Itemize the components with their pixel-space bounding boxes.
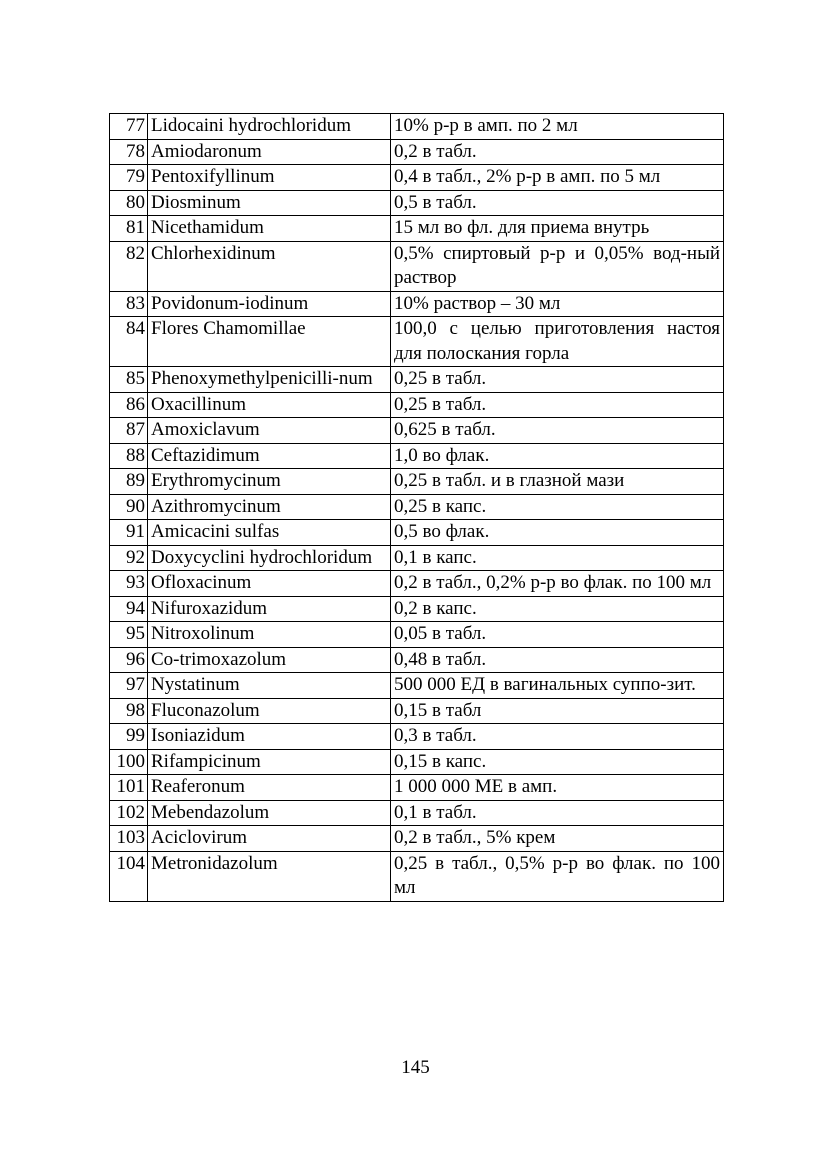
- dosage-form: 0,05 в табл.: [391, 622, 724, 648]
- table-row: [110, 139, 724, 165]
- dosage-form: 0,5 во флак.: [391, 520, 724, 546]
- dosage-form: 0,3 в табл.: [391, 724, 724, 750]
- table-row: [110, 165, 724, 191]
- page-number: 145: [401, 1057, 430, 1078]
- table-row: [110, 596, 724, 622]
- row-number: 86: [110, 392, 148, 418]
- drug-name: Amicacini sulfas: [148, 520, 391, 546]
- row-number: 82: [110, 241, 148, 291]
- dosage-form: 0,48 в табл.: [391, 647, 724, 673]
- row-number: 92: [110, 545, 148, 571]
- drug-name: Oxacillinum: [148, 392, 391, 418]
- drug-name: Doxycyclini hydrochloridum: [148, 545, 391, 571]
- drug-name: Amiodaronum: [148, 139, 391, 165]
- table-row: [110, 775, 724, 801]
- row-number: 81: [110, 216, 148, 242]
- drug-name: Flores Chamomillae: [148, 317, 391, 367]
- table-row: [110, 216, 724, 242]
- drug-name: Metronidazolum: [148, 851, 391, 901]
- table-row: [110, 851, 724, 901]
- row-number: 87: [110, 418, 148, 444]
- drug-name: Ofloxacinum: [148, 571, 391, 597]
- table-row: [110, 545, 724, 571]
- drug-name: Pentoxifyllinum: [148, 165, 391, 191]
- dosage-form: 0,1 в табл.: [391, 800, 724, 826]
- drug-name: Chlorhexidinum: [148, 241, 391, 291]
- row-number: 101: [110, 775, 148, 801]
- dosage-form: 500 000 ЕД в вагинальных суппо-зит.: [391, 673, 724, 699]
- dosage-form: 0,5 в табл.: [391, 190, 724, 216]
- drug-table: [109, 113, 724, 902]
- drug-name: Mebendazolum: [148, 800, 391, 826]
- dosage-form: 100,0 с целью приготовления настоя для полоскания горла: [391, 317, 724, 367]
- dosage-form: 0,2 в табл., 0,2% р-р во флак. по 100 мл: [391, 571, 724, 597]
- row-number: 94: [110, 596, 148, 622]
- drug-name: Lidocaini hydrochloridum: [148, 114, 391, 140]
- table-row: [110, 317, 724, 367]
- table-row: [110, 647, 724, 673]
- dosage-form: 0,2 в табл., 5% крем: [391, 826, 724, 852]
- row-number: 99: [110, 724, 148, 750]
- dosage-form: 10% р-р в амп. по 2 мл: [391, 114, 724, 140]
- dosage-form: 0,25 в табл.: [391, 367, 724, 393]
- dosage-form: 0,15 в табл: [391, 698, 724, 724]
- row-number: 88: [110, 443, 148, 469]
- drug-name: Amoxiclavum: [148, 418, 391, 444]
- table-row: [110, 443, 724, 469]
- row-number: 103: [110, 826, 148, 852]
- drug-name: Nicethamidum: [148, 216, 391, 242]
- drug-name: Aciclovirum: [148, 826, 391, 852]
- drug-table-body: [110, 114, 724, 902]
- drug-name: Fluconazolum: [148, 698, 391, 724]
- table-row: [110, 520, 724, 546]
- row-number: 102: [110, 800, 148, 826]
- dosage-form: 1 000 000 МЕ в амп.: [391, 775, 724, 801]
- row-number: 93: [110, 571, 148, 597]
- drug-name: Nystatinum: [148, 673, 391, 699]
- table-row: [110, 241, 724, 291]
- table-row: [110, 291, 724, 317]
- table-row: [110, 114, 724, 140]
- drug-name: Erythromycinum: [148, 469, 391, 495]
- row-number: 79: [110, 165, 148, 191]
- row-number: 85: [110, 367, 148, 393]
- table-row: [110, 469, 724, 495]
- dosage-form: 0,25 в табл., 0,5% р-р во флак. по 100 мл: [391, 851, 724, 901]
- dosage-form: 15 мл во фл. для приема внутрь: [391, 216, 724, 242]
- drug-name: Co-trimoxazolum: [148, 647, 391, 673]
- dosage-form: 10% раствор – 30 мл: [391, 291, 724, 317]
- row-number: 100: [110, 749, 148, 775]
- table-row: [110, 826, 724, 852]
- row-number: 83: [110, 291, 148, 317]
- table-row: [110, 367, 724, 393]
- row-number: 89: [110, 469, 148, 495]
- drug-name: Povidonum-iodinum: [148, 291, 391, 317]
- dosage-form: 0,15 в капс.: [391, 749, 724, 775]
- table-row: [110, 494, 724, 520]
- row-number: 78: [110, 139, 148, 165]
- dosage-form: 0,25 в капс.: [391, 494, 724, 520]
- dosage-form: 0,2 в табл.: [391, 139, 724, 165]
- dosage-form: 0,1 в капс.: [391, 545, 724, 571]
- drug-name: Isoniazidum: [148, 724, 391, 750]
- table-row: [110, 749, 724, 775]
- row-number: 84: [110, 317, 148, 367]
- dosage-form: 0,4 в табл., 2% р-р в амп. по 5 мл: [391, 165, 724, 191]
- row-number: 97: [110, 673, 148, 699]
- drug-name: Rifampicinum: [148, 749, 391, 775]
- drug-name: Diosminum: [148, 190, 391, 216]
- table-row: [110, 698, 724, 724]
- table-row: [110, 392, 724, 418]
- dosage-form: 0,625 в табл.: [391, 418, 724, 444]
- table-row: [110, 418, 724, 444]
- row-number: 91: [110, 520, 148, 546]
- dosage-form: 0,5% спиртовый р-р и 0,05% вод-ный раствор: [391, 241, 724, 291]
- table-row: [110, 571, 724, 597]
- row-number: 95: [110, 622, 148, 648]
- row-number: 80: [110, 190, 148, 216]
- drug-name: Phenoxymethylpenicilli-num: [148, 367, 391, 393]
- drug-name: Azithromycinum: [148, 494, 391, 520]
- row-number: 98: [110, 698, 148, 724]
- table-row: [110, 190, 724, 216]
- dosage-form: 0,25 в табл.: [391, 392, 724, 418]
- drug-name: Nifuroxazidum: [148, 596, 391, 622]
- drug-name: Nitroxolinum: [148, 622, 391, 648]
- table-row: [110, 724, 724, 750]
- drug-name: Reaferonum: [148, 775, 391, 801]
- table-row: [110, 673, 724, 699]
- table-row: [110, 800, 724, 826]
- drug-name: Ceftazidimum: [148, 443, 391, 469]
- row-number: 104: [110, 851, 148, 901]
- dosage-form: 1,0 во флак.: [391, 443, 724, 469]
- row-number: 96: [110, 647, 148, 673]
- dosage-form: 0,2 в капс.: [391, 596, 724, 622]
- dosage-form: 0,25 в табл. и в глазной мази: [391, 469, 724, 495]
- row-number: 77: [110, 114, 148, 140]
- table-row: [110, 622, 724, 648]
- row-number: 90: [110, 494, 148, 520]
